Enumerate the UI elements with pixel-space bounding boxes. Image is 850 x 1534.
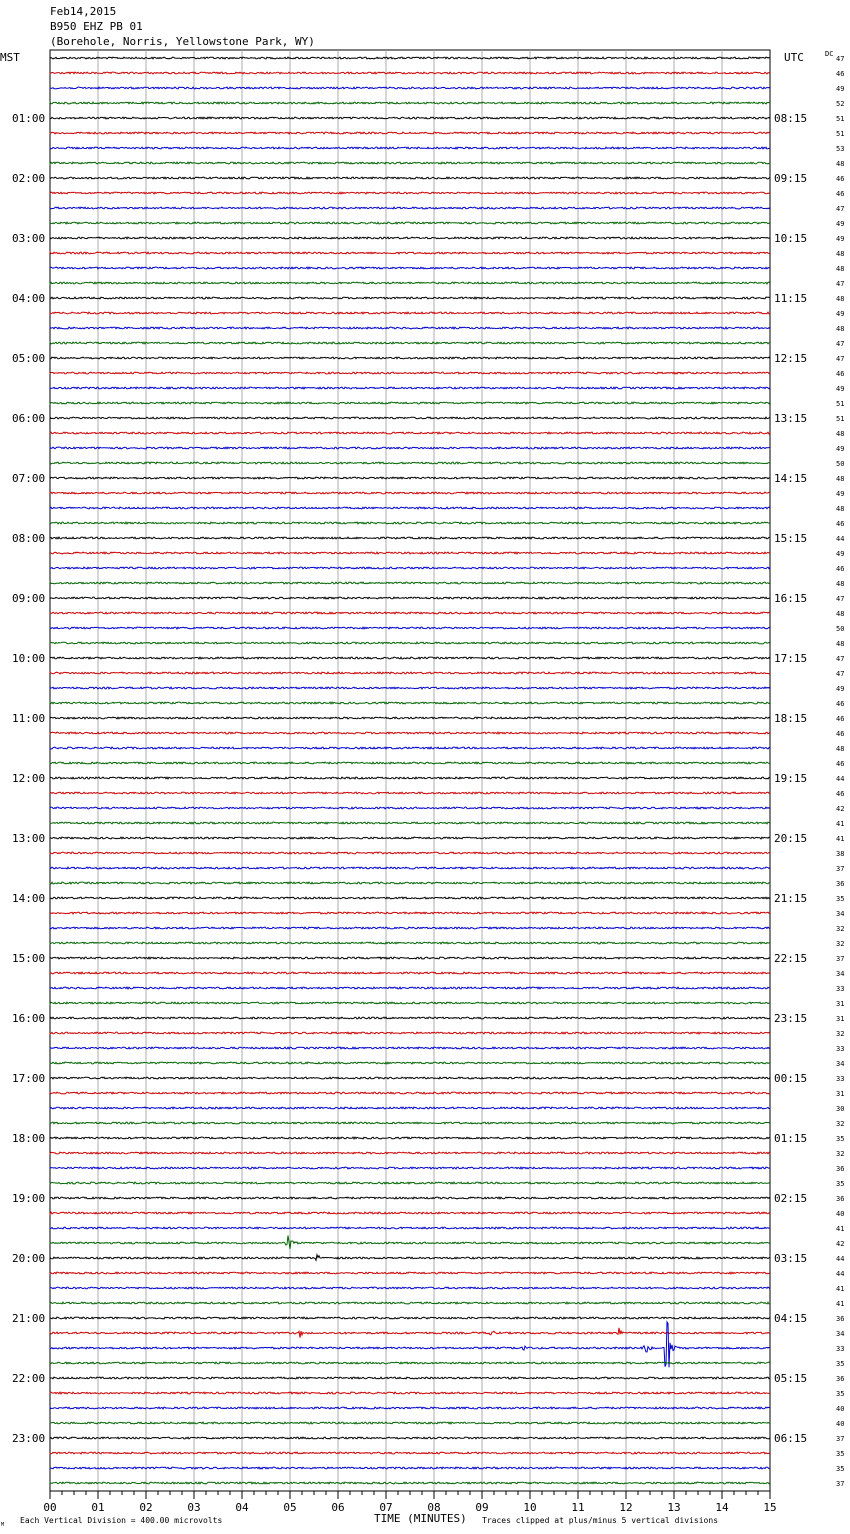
trace-row-76 [50, 1197, 770, 1199]
x-tick-label: 03 [187, 1501, 201, 1514]
trace-row-61 [50, 972, 770, 974]
dc-offset-value: 46 [836, 70, 845, 78]
x-tick-label: 12 [619, 1501, 633, 1514]
trace-row-45 [50, 732, 770, 734]
trace-row-1 [50, 72, 770, 74]
left-hour-label: 03:00 [12, 232, 46, 245]
right-hour-label: 20:15 [774, 832, 808, 845]
trace-row-85 [50, 1328, 770, 1338]
trace-row-13 [50, 252, 770, 254]
dc-offset-value: 49 [836, 220, 845, 228]
trace-row-52 [50, 837, 770, 839]
trace-row-17 [50, 312, 770, 314]
trace-row-46 [50, 747, 770, 749]
x-axis [43, 1491, 776, 1514]
right-hour-label: 23:15 [774, 1012, 808, 1025]
dc-offset-value: 47 [836, 655, 845, 663]
dc-offset-value: 37 [836, 955, 845, 963]
trace-row-34 [50, 567, 770, 569]
dc-offset-value: 40 [836, 1210, 845, 1218]
trace-row-58 [50, 927, 770, 929]
dc-offset-value: 47 [836, 340, 845, 348]
dc-offset-value: 48 [836, 160, 845, 168]
dc-offset-value: 46 [836, 790, 845, 798]
dc-offset-value: 32 [836, 925, 845, 933]
dc-offset-value: 44 [836, 1255, 845, 1263]
plot-frame [50, 50, 770, 1491]
dc-offset-value: 34 [836, 1330, 845, 1338]
x-tick-label: 11 [571, 1501, 585, 1514]
header-station: B950 EHZ PB 01 [50, 20, 143, 33]
dc-offset-value: 42 [836, 805, 845, 813]
x-tick-label: 06 [331, 1501, 345, 1514]
dc-offset-value: 46 [836, 700, 845, 708]
right-hour-label: 13:15 [774, 412, 808, 425]
header-date: Feb14,2015 [50, 5, 117, 18]
x-tick-label: 00 [43, 1501, 57, 1514]
right-hour-label: 17:15 [774, 652, 808, 665]
dc-offset-value: 48 [836, 580, 845, 588]
trace-row-83 [50, 1302, 770, 1304]
right-hour-label: 10:15 [774, 232, 808, 245]
scale-note: Each Vertical Division = 400.00 microvolts [20, 1516, 223, 1525]
trace-row-72 [50, 1137, 770, 1139]
left-hour-label: 09:00 [12, 592, 46, 605]
dc-offset-value: 44 [836, 1270, 845, 1278]
trace-row-8 [50, 177, 770, 179]
trace-row-38 [50, 627, 770, 629]
trace-group [50, 57, 770, 1484]
dc-offset-value: 47 [836, 205, 845, 213]
trace-row-15 [50, 282, 770, 284]
x-tick-label: 05 [283, 1501, 297, 1514]
dc-offset-value: 48 [836, 745, 845, 753]
trace-row-10 [50, 207, 770, 209]
trace-row-80 [50, 1255, 770, 1261]
trace-row-26 [50, 447, 770, 449]
trace-row-89 [50, 1392, 770, 1394]
trace-row-70 [50, 1107, 770, 1109]
dc-offset-value: 47 [836, 355, 845, 363]
right-hour-label: 22:15 [774, 952, 808, 965]
dc-offset-value: 48 [836, 325, 845, 333]
dc-offset-value: 48 [836, 610, 845, 618]
dc-label: DC [825, 50, 834, 58]
left-hour-label: 23:00 [12, 1432, 46, 1445]
dc-offset-value: 48 [836, 475, 845, 483]
left-hour-label: 20:00 [12, 1252, 46, 1265]
trace-row-69 [50, 1092, 770, 1094]
x-tick-label: 13 [667, 1501, 681, 1514]
left-hour-label: 04:00 [12, 292, 46, 305]
right-hour-label: 14:15 [774, 472, 808, 485]
dc-offset-value: 46 [836, 760, 845, 768]
trace-row-64 [50, 1017, 770, 1019]
right-timezone-label: UTC [784, 51, 804, 64]
left-hour-label: 12:00 [12, 772, 46, 785]
right-hour-label: 16:15 [774, 592, 808, 605]
trace-row-19 [50, 342, 770, 344]
dc-offset-value: 46 [836, 565, 845, 573]
trace-row-48 [50, 777, 770, 779]
trace-row-95 [50, 1482, 770, 1484]
trace-row-91 [50, 1422, 770, 1424]
trace-row-73 [50, 1152, 770, 1154]
trace-row-12 [50, 237, 770, 239]
trace-row-22 [50, 387, 770, 389]
left-hour-label: 17:00 [12, 1072, 46, 1085]
dc-offset-value: 35 [836, 1465, 845, 1473]
left-hour-label: 11:00 [12, 712, 46, 725]
trace-row-30 [50, 507, 770, 509]
dc-offset-value: 38 [836, 850, 845, 858]
dc-offset-value: 46 [836, 175, 845, 183]
header-location: (Borehole, Norris, Yellowstone Park, WY) [50, 35, 315, 48]
trace-row-68 [50, 1077, 770, 1079]
x-tick-label: 09 [475, 1501, 489, 1514]
trace-row-47 [50, 762, 770, 764]
dc-offset-value: 41 [836, 1225, 845, 1233]
dc-offset-value: 46 [836, 730, 845, 738]
right-hour-label: 05:15 [774, 1372, 808, 1385]
right-hour-label: 15:15 [774, 532, 808, 545]
dc-offset-value: 51 [836, 400, 845, 408]
trace-row-21 [50, 372, 770, 374]
dc-offset-value: 32 [836, 1150, 845, 1158]
trace-row-36 [50, 597, 770, 599]
trace-row-27 [50, 462, 770, 464]
dc-offset-value: 51 [836, 130, 845, 138]
dc-offset-value: 53 [836, 145, 845, 153]
dc-offset-value: 51 [836, 415, 845, 423]
trace-row-74 [50, 1167, 770, 1169]
left-hour-labels [12, 112, 45, 1445]
dc-offset-value: 32 [836, 1030, 845, 1038]
dc-offset-value: 52 [836, 100, 845, 108]
trace-row-35 [50, 582, 770, 584]
dc-offset-value: 36 [836, 1315, 845, 1323]
trace-row-32 [50, 537, 770, 539]
left-hour-label: 10:00 [12, 652, 46, 665]
trace-row-3 [50, 102, 770, 104]
dc-offset-value: 36 [836, 1195, 845, 1203]
trace-row-77 [50, 1212, 770, 1214]
left-hour-label: 16:00 [12, 1012, 46, 1025]
dc-offset-value: 31 [836, 1015, 845, 1023]
dc-offset-value: 48 [836, 430, 845, 438]
trace-row-6 [50, 147, 770, 149]
trace-row-20 [50, 357, 770, 359]
dc-offset-value: 33 [836, 1075, 845, 1083]
right-hour-label: 21:15 [774, 892, 808, 905]
right-hour-label: 19:15 [774, 772, 808, 785]
dc-offset-value: 35 [836, 1390, 845, 1398]
dc-offset-value: 42 [836, 1240, 845, 1248]
dc-offset-value: 33 [836, 1045, 845, 1053]
trace-row-62 [50, 987, 770, 989]
vertical-gridlines [98, 50, 722, 1491]
dc-offset-value: 44 [836, 535, 845, 543]
dc-offset-value: 36 [836, 880, 845, 888]
dc-offset-value: 35 [836, 1450, 845, 1458]
trace-row-31 [50, 522, 770, 524]
x-tick-label: 15 [763, 1501, 777, 1514]
dc-offset-value: 50 [836, 625, 845, 633]
trace-row-18 [50, 327, 770, 329]
trace-row-81 [50, 1272, 770, 1274]
trace-row-65 [50, 1032, 770, 1034]
dc-offset-value: 40 [836, 1420, 845, 1428]
right-hour-label: 11:15 [774, 292, 808, 305]
dc-offset-value: 37 [836, 1480, 845, 1488]
dc-offset-value: 49 [836, 490, 845, 498]
trace-row-2 [50, 87, 770, 89]
trace-row-67 [50, 1062, 770, 1064]
dc-offset-value: 49 [836, 550, 845, 558]
left-hour-label: 22:00 [12, 1372, 46, 1385]
trace-row-51 [50, 822, 770, 824]
trace-row-40 [50, 657, 770, 659]
dc-offset-value: 37 [836, 865, 845, 873]
trace-row-56 [50, 897, 770, 899]
trace-row-63 [50, 1002, 770, 1004]
dc-offset-value: 48 [836, 295, 845, 303]
left-hour-label: 02:00 [12, 172, 46, 185]
trace-row-87 [50, 1362, 770, 1364]
trace-row-82 [50, 1287, 770, 1289]
left-hour-label: 01:00 [12, 112, 46, 125]
dc-offset-value: 49 [836, 385, 845, 393]
trace-row-5 [50, 132, 770, 134]
dc-offset-value: 47 [836, 280, 845, 288]
dc-offset-value: 37 [836, 1435, 845, 1443]
dc-offset-value: 46 [836, 370, 845, 378]
trace-row-9 [50, 192, 770, 194]
left-hour-label: 19:00 [12, 1192, 46, 1205]
dc-offset-value: 35 [836, 1180, 845, 1188]
trace-row-57 [50, 912, 770, 914]
trace-row-49 [50, 792, 770, 794]
trace-row-90 [50, 1407, 770, 1409]
trace-row-79 [50, 1236, 770, 1250]
dc-offset-value: 32 [836, 940, 845, 948]
x-tick-label: 10 [523, 1501, 537, 1514]
dc-offset-value: 41 [836, 1285, 845, 1293]
trace-row-33 [50, 552, 770, 554]
x-tick-label: 14 [715, 1501, 729, 1514]
x-tick-label: 02 [139, 1501, 153, 1514]
trace-row-43 [50, 702, 770, 704]
right-hour-label: 18:15 [774, 712, 808, 725]
trace-row-28 [50, 477, 770, 479]
dc-offset-value: 31 [836, 1000, 845, 1008]
x-tick-label: 08 [427, 1501, 441, 1514]
right-hour-label: 02:15 [774, 1192, 808, 1205]
right-hour-label: 00:15 [774, 1072, 808, 1085]
trace-row-23 [50, 402, 770, 404]
trace-row-88 [50, 1377, 770, 1379]
dc-offset-value: 49 [836, 85, 845, 93]
dc-offset-value: 33 [836, 1345, 845, 1353]
dc-offset-value: 36 [836, 1165, 845, 1173]
x-axis-title: TIME (MINUTES) [374, 1512, 467, 1525]
left-hour-label: 21:00 [12, 1312, 46, 1325]
dc-offset-value: 49 [836, 685, 845, 693]
dc-offset-value: 33 [836, 985, 845, 993]
right-hour-label: 08:15 [774, 112, 808, 125]
right-hour-label: 03:15 [774, 1252, 808, 1265]
left-hour-label: 14:00 [12, 892, 46, 905]
trace-row-25 [50, 432, 770, 434]
trace-row-14 [50, 267, 770, 269]
left-hour-label: 06:00 [12, 412, 46, 425]
dc-offset-value: 47 [836, 595, 845, 603]
trace-row-60 [50, 957, 770, 959]
trace-row-42 [50, 687, 770, 689]
trace-row-16 [50, 297, 770, 299]
dc-offset-value: 41 [836, 820, 845, 828]
trace-row-75 [50, 1182, 770, 1184]
trace-row-24 [50, 417, 770, 419]
trace-row-4 [50, 117, 770, 119]
dc-offset-value: 35 [836, 1360, 845, 1368]
trace-row-55 [50, 882, 770, 884]
trace-row-59 [50, 942, 770, 944]
dc-offset-value: 34 [836, 910, 845, 918]
dc-offset-value: 48 [836, 250, 845, 258]
dc-offset-value: 49 [836, 235, 845, 243]
x-tick-label: 01 [91, 1501, 105, 1514]
dc-offset-value: 48 [836, 265, 845, 273]
trace-row-86 [50, 1322, 770, 1367]
trace-row-66 [50, 1047, 770, 1049]
trace-row-94 [50, 1467, 770, 1469]
dc-offset-value: 35 [836, 1135, 845, 1143]
left-hour-label: 13:00 [12, 832, 46, 845]
dc-offset-value: 35 [836, 895, 845, 903]
trace-row-93 [50, 1452, 770, 1454]
dc-offset-value: 36 [836, 1375, 845, 1383]
left-timezone-label: MST [0, 51, 20, 64]
dc-offset-value: 44 [836, 775, 845, 783]
trace-row-44 [50, 717, 770, 719]
trace-row-84 [50, 1317, 770, 1319]
x-tick-label: 04 [235, 1501, 249, 1514]
trace-row-41 [50, 672, 770, 674]
trace-row-71 [50, 1122, 770, 1124]
left-hour-label: 08:00 [12, 532, 46, 545]
trace-row-78 [50, 1227, 770, 1229]
dc-offset-value: 41 [836, 1300, 845, 1308]
left-hour-label: 15:00 [12, 952, 46, 965]
trace-row-7 [50, 162, 770, 164]
dc-offset-value: 50 [836, 460, 845, 468]
right-hour-label: 06:15 [774, 1432, 808, 1445]
right-hour-label: 12:15 [774, 352, 808, 365]
left-hour-label: 05:00 [12, 352, 46, 365]
dc-offset-value: 34 [836, 1060, 845, 1068]
dc-offset-value: 34 [836, 970, 845, 978]
dc-offset-value: 47 [836, 55, 845, 63]
dc-offset-value: 48 [836, 640, 845, 648]
right-hour-labels [774, 112, 807, 1445]
dc-offset-value: 46 [836, 715, 845, 723]
corner-mark: M [1, 1522, 5, 1528]
dc-offset-value: 32 [836, 1120, 845, 1128]
right-hour-label: 01:15 [774, 1132, 808, 1145]
left-hour-label: 07:00 [12, 472, 46, 485]
trace-row-92 [50, 1437, 770, 1439]
left-hour-label: 18:00 [12, 1132, 46, 1145]
trace-row-53 [50, 852, 770, 854]
trace-row-37 [50, 612, 770, 614]
dc-offset-value: 40 [836, 1405, 845, 1413]
right-hour-label: 09:15 [774, 172, 808, 185]
clip-note: Traces clipped at plus/minus 5 vertical divisions [482, 1516, 719, 1525]
dc-offset-value: 46 [836, 520, 845, 528]
dc-offset-value: 49 [836, 445, 845, 453]
trace-row-39 [50, 642, 770, 644]
right-hour-label: 04:15 [774, 1312, 808, 1325]
dc-offset-column [836, 55, 844, 1488]
trace-row-11 [50, 222, 770, 224]
dc-offset-value: 30 [836, 1105, 845, 1113]
trace-row-29 [50, 492, 770, 494]
dc-offset-value: 47 [836, 670, 845, 678]
dc-offset-value: 41 [836, 835, 845, 843]
dc-offset-value: 48 [836, 505, 845, 513]
dc-offset-value: 31 [836, 1090, 845, 1098]
x-tick-label: 07 [379, 1501, 393, 1514]
dc-offset-value: 49 [836, 310, 845, 318]
trace-row-0 [50, 57, 770, 59]
dc-offset-value: 51 [836, 115, 845, 123]
trace-row-54 [50, 867, 770, 869]
trace-row-50 [50, 807, 770, 809]
dc-offset-value: 46 [836, 190, 845, 198]
